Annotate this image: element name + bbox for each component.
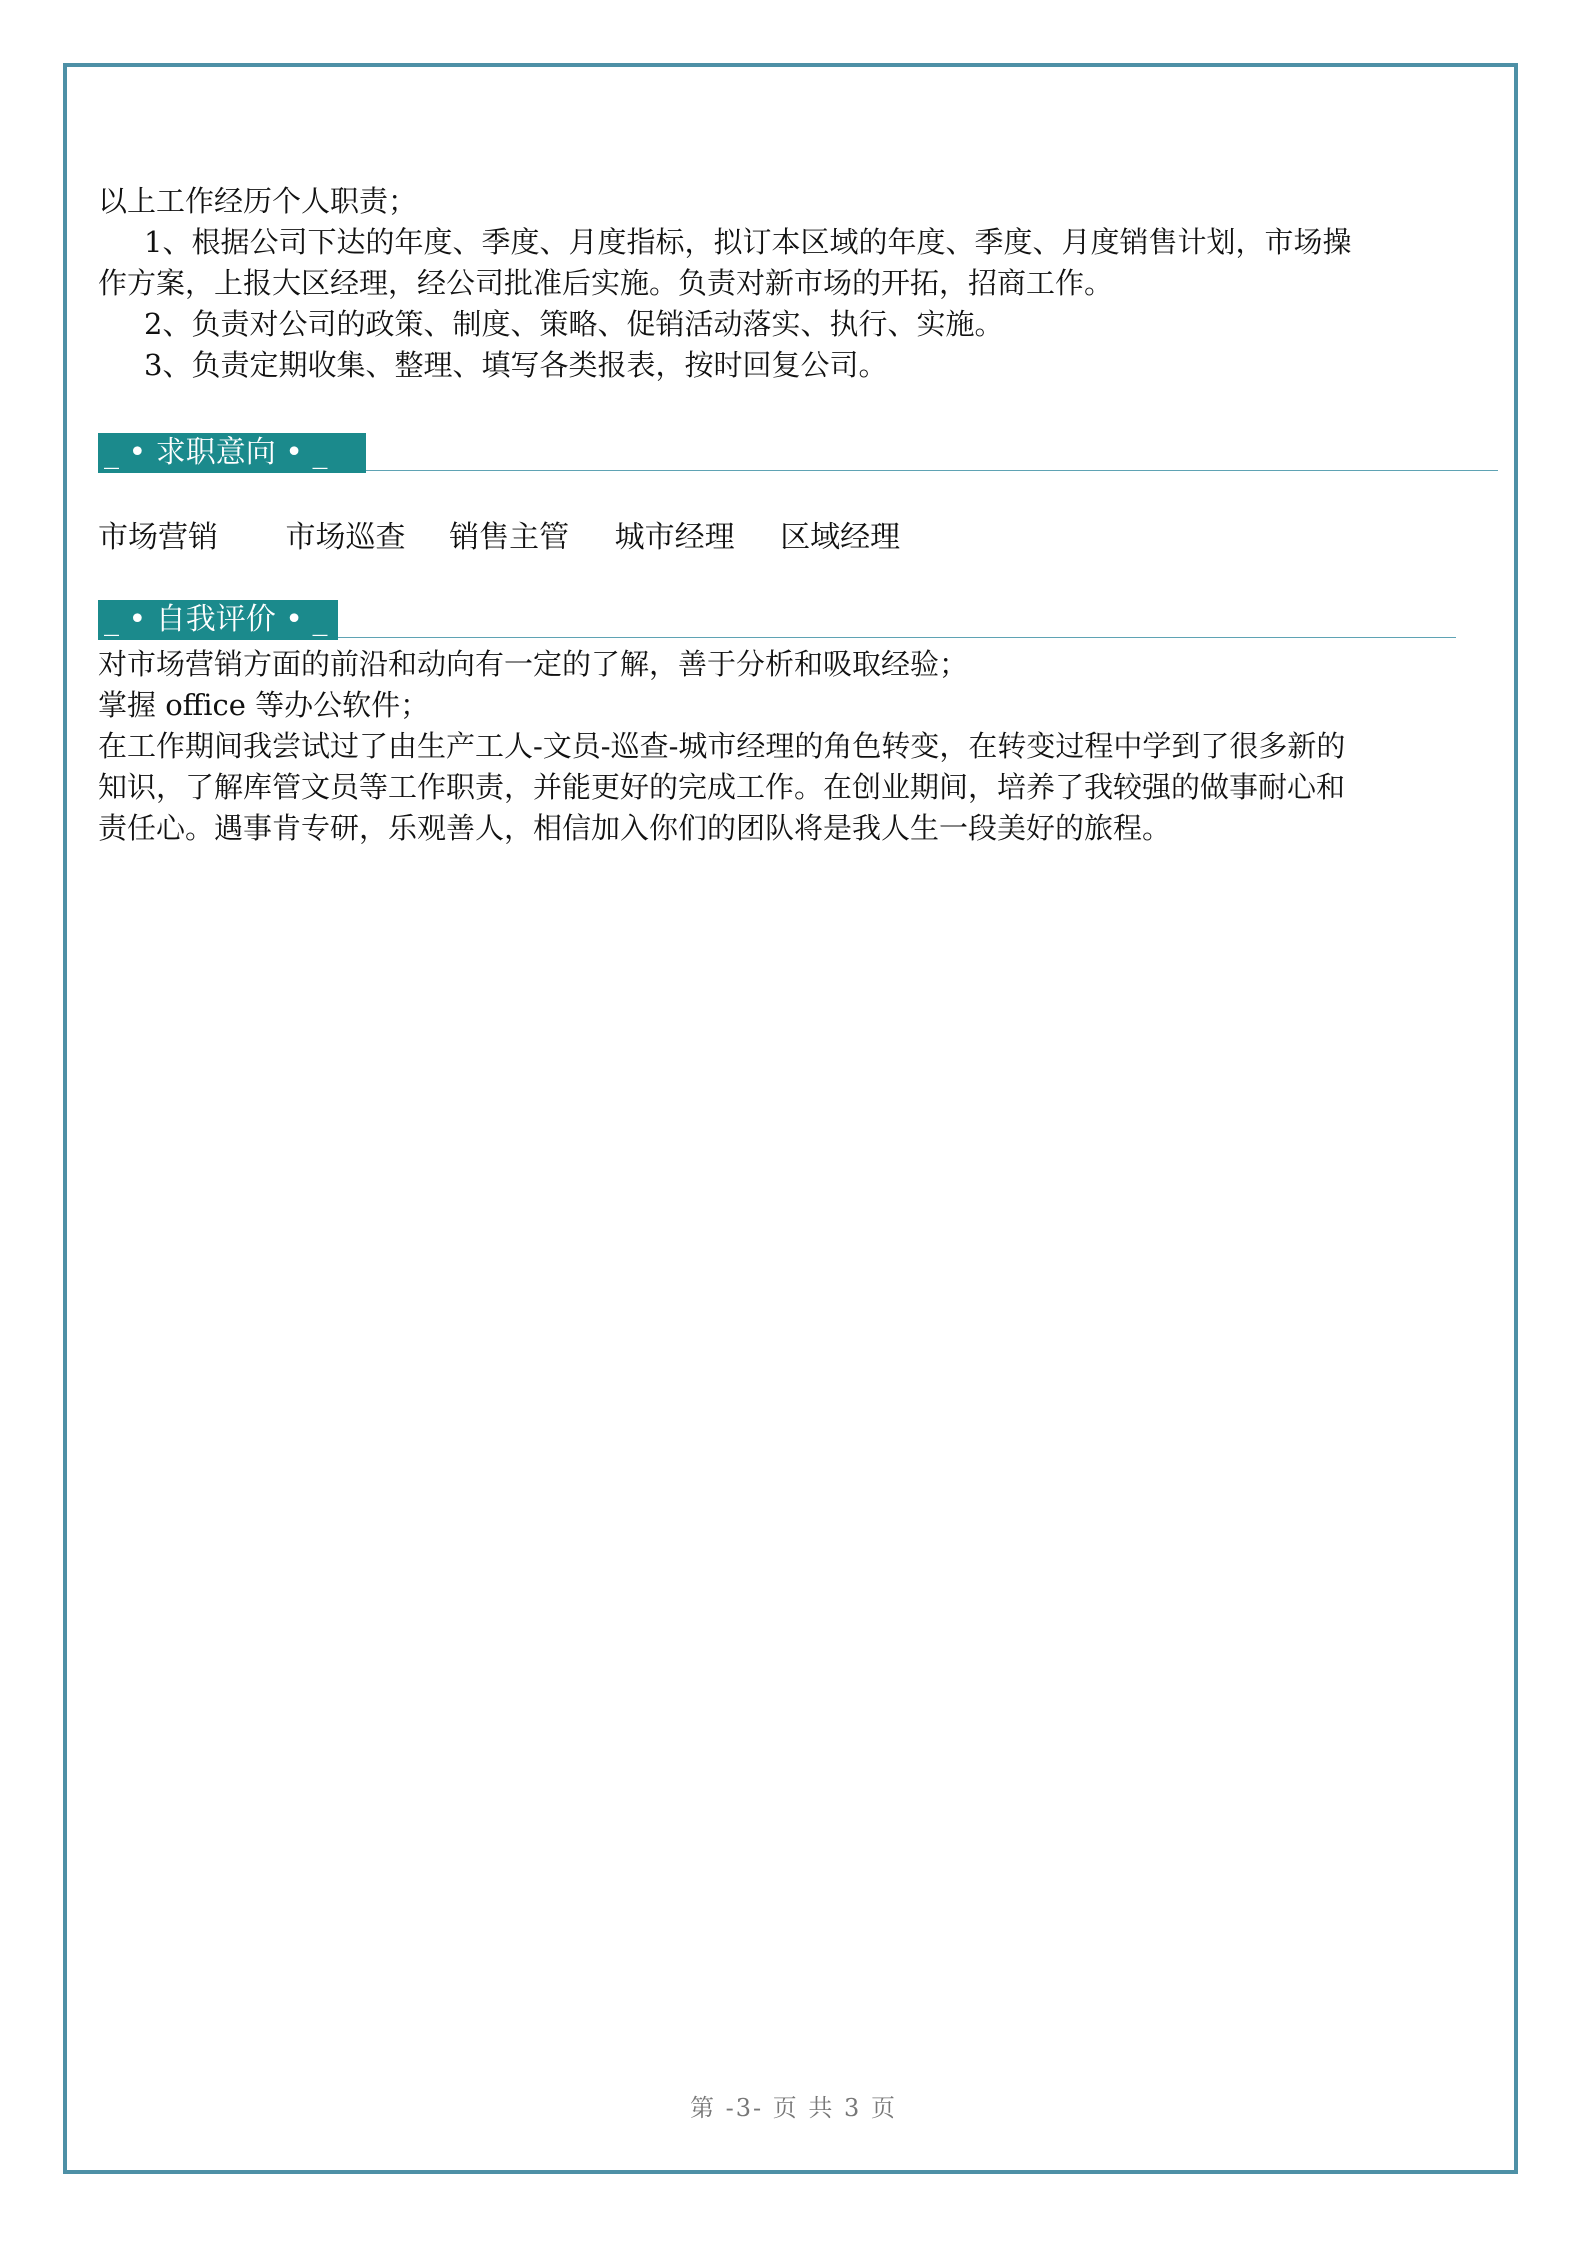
work-duties-section xyxy=(98,181,1498,386)
job-target: 城市经理 xyxy=(614,520,735,555)
job-target: 市场巡查 xyxy=(285,520,406,555)
job-target: 市场营销 xyxy=(98,520,218,555)
job-intention-list xyxy=(98,518,900,558)
work-duties-intro: 以上工作经历个人职责； xyxy=(98,184,418,218)
self-evaluation-header xyxy=(98,600,1456,640)
self-evaluation-line: 对市场营销方面的前沿和动向有一定的了解，善于分析和吸取经验； xyxy=(98,647,969,681)
duty-item: 2、负责对公司的政策、制度、策略、促销活动落实、执行、实施。 xyxy=(144,307,1004,341)
self-evaluation-line: 责任心。遇事肯专研，乐观善人，相信加入你们的团队将是我人生一段美好的旅程。 xyxy=(98,811,1172,845)
self-evaluation-title: _ • 自我评价 • _ xyxy=(98,600,338,640)
self-evaluation-line: 掌握 office 等办公软件； xyxy=(98,688,430,722)
page-number: 第 -3- 页 共 3 页 xyxy=(690,2094,897,2122)
self-evaluation-line: 知识，了解库管文员等工作职责，并能更好的完成工作。在创业期间，培养了我较强的做事耐心和 xyxy=(98,770,1346,804)
duty-item: 1、根据公司下达的年度、季度、月度指标，拟订本区域的年度、季度、月度销售计划，市场操 xyxy=(144,225,1352,259)
self-evaluation-line: 在工作期间我尝试过了由生产工人-文员-巡查-城市经理的角色转变，在转变过程中学到了很多新的 xyxy=(98,729,1346,763)
job-intention-title: _ • 求职意向 • _ xyxy=(98,433,366,473)
job-target: 区域经理 xyxy=(780,520,901,555)
section-divider xyxy=(366,470,1498,471)
duty-item-continued: 作方案，上报大区经理，经公司批准后实施。负责对新市场的开拓，招商工作。 xyxy=(98,266,1114,300)
self-evaluation-body xyxy=(98,644,1498,849)
section-divider xyxy=(338,637,1456,638)
job-intention-header xyxy=(98,433,1498,473)
duty-item: 3、负责定期收集、整理、填写各类报表，按时回复公司。 xyxy=(144,348,888,382)
job-target: 销售主管 xyxy=(449,520,570,555)
